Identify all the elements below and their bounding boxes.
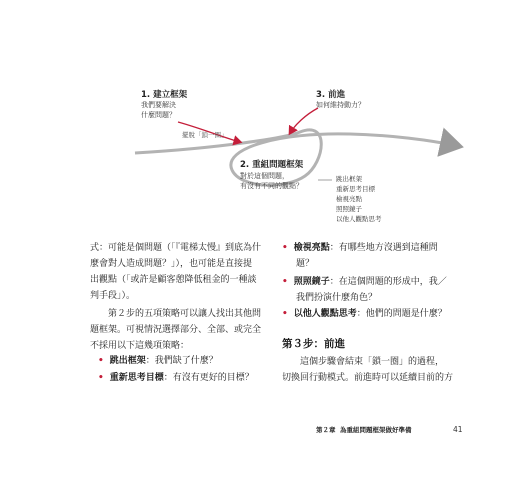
- text-line: 麼會對人造成問題？」），也可能是直接提: [90, 259, 253, 269]
- bullet-text-continued: 我們扮演什麼角色？: [296, 293, 378, 303]
- text-line: 出觀點（「或許是顧客憩降低租金的一種談: [90, 275, 257, 285]
- text-line: 判手段」）。: [90, 291, 136, 301]
- step1-line-2: 什麼問題？: [141, 111, 176, 119]
- left-paragraph-2: [90, 306, 275, 354]
- bullet-dot-icon: •: [98, 356, 104, 366]
- bullet-dot-icon: •: [98, 373, 104, 383]
- bullet-item: [98, 353, 218, 369]
- bullet-text: ：他們的問題是什麼？: [356, 309, 447, 319]
- bullet-dot-icon: •: [282, 277, 288, 287]
- techniques-list: [336, 174, 382, 224]
- text-line: 這個步驟會結束「鎖一圈」的過程，: [300, 357, 445, 367]
- bullet-text: ：有沒有更好的目標？: [163, 373, 254, 383]
- step3-line-1: 如何維持動力？: [316, 101, 365, 109]
- bullet-item: [98, 370, 254, 386]
- step2-title: 2. 重組問題框架: [240, 160, 304, 170]
- reframing-loop-diagram: [0, 0, 520, 235]
- step1-line-1: 我們要解決: [141, 101, 176, 109]
- footer-title: 為重組問題框架做好準備: [340, 426, 412, 434]
- bullet-dot-icon: •: [282, 243, 288, 253]
- text-line: 不採用以下這幾項策略：: [90, 341, 190, 351]
- technique-item: 重新思考目標: [336, 185, 375, 193]
- page-number: 41: [453, 425, 463, 434]
- technique-item: 以他人觀點思考: [336, 215, 382, 223]
- right-paragraph: [282, 354, 472, 386]
- text-line: 第２步的五項策略可以讓人找出其他問: [108, 309, 262, 319]
- step1-title: 1. 建立框架: [141, 90, 188, 100]
- footer-chapter: 第２章: [316, 426, 336, 434]
- text-line: 題框架。可視情況選擇部分、全部、或完全: [90, 325, 262, 335]
- bullet-term: 照照鏡子: [293, 277, 330, 287]
- technique-item: 檢視亮點: [336, 195, 362, 203]
- step2-line-1: 對於這個問題，: [240, 172, 289, 180]
- step2-line-2: 有沒有不同的觀點？: [240, 182, 303, 190]
- escape-loop-label: 擺脫「鎖一圈」: [182, 131, 228, 139]
- bullet-text-continued: 題？: [296, 259, 315, 269]
- bullet-text: ：我們缺了什麼？: [145, 356, 218, 366]
- bullet-item: [282, 274, 472, 306]
- text-line: 切換回行動模式。前進時可以延續目前的方: [282, 373, 454, 383]
- bullet-term: 重新思考目標: [109, 373, 164, 383]
- text-line: 式：可能是個問題（「『電梯太慢』到底為什: [90, 243, 262, 253]
- bullet-dot-icon: •: [282, 309, 288, 319]
- bullet-item: [282, 306, 482, 322]
- bullet-term: 以他人觀點思考: [293, 309, 357, 319]
- bullet-term: 檢視亮點: [293, 243, 330, 253]
- bullet-text: ：在這個問題的形成中，我／: [329, 277, 447, 287]
- step3-heading: 第３步：前進: [282, 338, 345, 350]
- loop-diagram-svg: [0, 0, 520, 235]
- step2-description: [240, 171, 303, 191]
- left-paragraph-1: [90, 240, 275, 304]
- step3-title: 3. 前進: [316, 90, 346, 100]
- technique-item: 跳出框架: [336, 175, 362, 183]
- bullet-text: ：有哪些地方沒遇到這種問: [329, 243, 438, 253]
- bullet-item: [282, 240, 472, 272]
- technique-item: 照照鏡子: [336, 205, 362, 213]
- step1-description: [141, 100, 176, 120]
- bullet-term: 跳出框架: [109, 356, 146, 366]
